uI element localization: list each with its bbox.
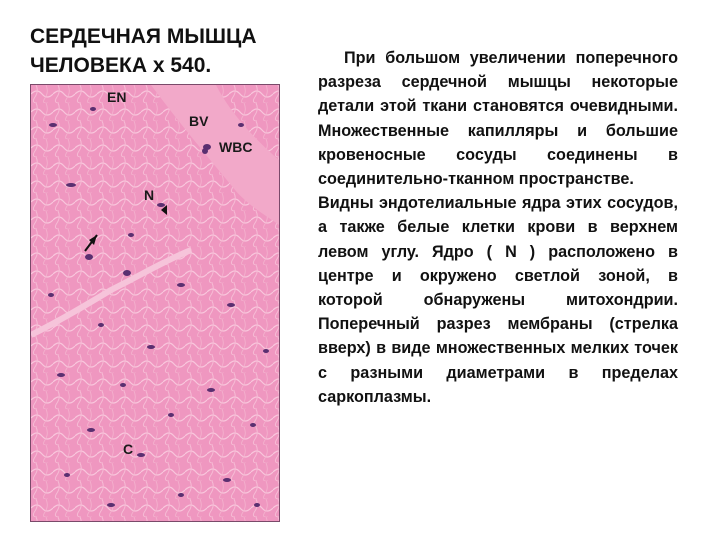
label-n: N	[144, 187, 155, 203]
slide-title	[30, 22, 257, 80]
description-paragraph-1: При большом увеличении поперечного разреза сердечной мышцы некоторые детали этой ткани становятся очевидными. Множественные капилляры и большие кровеносные сосуды соединены в соединительно-тканном пространстве.	[318, 49, 678, 189]
title-line-1: СЕРДЕЧНАЯ МЫШЦА	[30, 25, 257, 48]
title-line-2: ЧЕЛОВЕКА х 540.	[30, 54, 212, 77]
description-paragraph-2: Видны эндотелиальные ядра этих сосудов, а также белые клетки крови в верхнем левом углу. Ядро ( N ) расположено в центре и окружено светлой зоной, в которой обнаружены митохондрии. Поперечный разрез мембраны (стрелка вверх) в виде множественных мелких точек с разными диаметрами в пределах саркоплазмы.	[318, 194, 678, 406]
label-bv: BV	[189, 113, 209, 129]
micrograph	[30, 84, 280, 522]
label-en: EN	[107, 89, 127, 105]
description-text	[318, 46, 678, 409]
label-wbc: WBC	[219, 139, 253, 155]
label-c: C	[123, 441, 134, 457]
